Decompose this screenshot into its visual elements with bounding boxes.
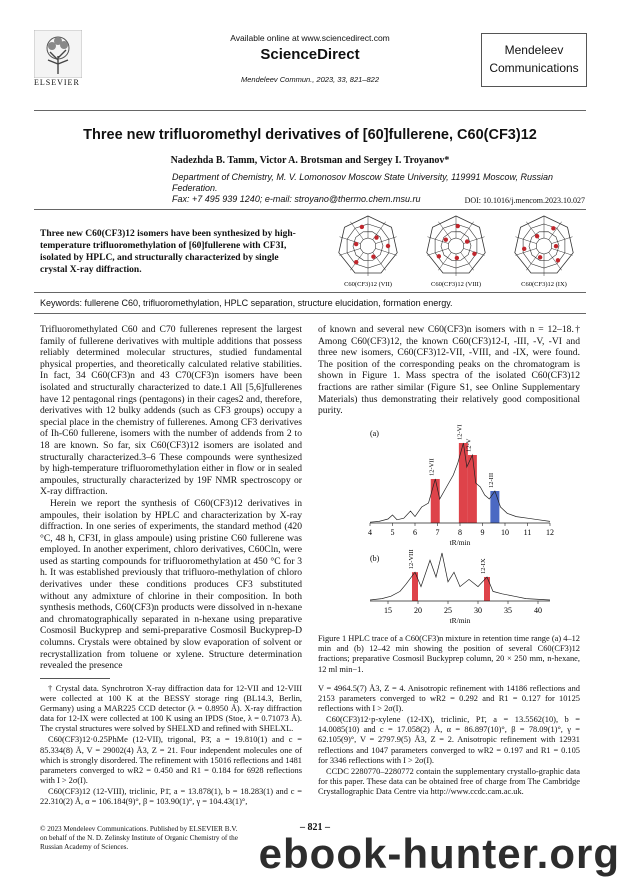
x-tick-label: 4 bbox=[368, 528, 372, 537]
hplc-chart bbox=[360, 423, 560, 633]
x-tick-label: 25 bbox=[444, 606, 452, 615]
cf3-addend-icon bbox=[437, 254, 441, 258]
peak-fraction bbox=[431, 479, 440, 523]
body-paragraph-2: Herein we report the synthesis of C60(CF3)12 derivatives in ampoules, their isolation by HPLC and characterization by X-ray diffraction. In one series of experiments, the standard method (420 °C, 48 h, CF3I, in glass ampoule) using pristine C60 fullerene was employed. In another experiment, chloro derivatives, C60Cln, were used as starting compounds for trifluoromethylation at 450 °C for 3 h. It was established previously that trifluoro-methylation of chloro derivatives under these conditions produces CF3 substituted without any admixture of chlorine in their composition. In both synthesis methods, C60(CF3)n products were dissolved in n-hexane and chromatographically separated in n-hexane using preparative Cosmosil Buckyprep and semi-preparative Cosmosil Buckyprep-D columns. Crystals were obtained by slow evaporation of solvent or recrystallization from toluene or xylene. Structure determination revealed the presence bbox=[40, 497, 302, 672]
abstract-bottom-rule bbox=[34, 292, 586, 293]
x-axis-label: tR/min bbox=[449, 538, 471, 547]
x-tick-label: 11 bbox=[523, 528, 532, 537]
peak-label: 12-VI bbox=[456, 424, 464, 440]
peak-label: 12-III bbox=[487, 472, 495, 488]
peak-fraction bbox=[484, 577, 490, 601]
publisher-logo-text: ELSEVIER bbox=[34, 78, 80, 87]
cf3-addend-icon bbox=[374, 235, 378, 239]
cf3-addend-icon bbox=[371, 254, 375, 258]
copyright-line1: © 2023 Mendeleev Communications. Published by ELSEVIER B.V. bbox=[40, 825, 238, 833]
x-tick-label: 6 bbox=[413, 528, 417, 537]
keywords-rule bbox=[34, 313, 586, 314]
x-tick-label: 40 bbox=[534, 606, 542, 615]
sciencedirect-brand: ScienceDirect bbox=[260, 46, 360, 63]
article-title bbox=[0, 127, 620, 143]
x-tick-label: 5 bbox=[390, 528, 395, 537]
cf3-addend-icon bbox=[538, 255, 542, 259]
affiliation-line2: Fax: +7 495 939 1240; e-mail: stroyano@thermo.chem.msu.ru bbox=[172, 194, 421, 204]
graphic-label: C60(CF3)12 (IX) bbox=[521, 281, 567, 288]
keywords: Keywords: fullerene C60, trifluoromethylation, HPLC separation, structure elucidation, formation energy. bbox=[40, 298, 453, 308]
header-rule bbox=[34, 110, 586, 111]
footnote-12-viii-cont: V = 4964.5(7) Å3, Z = 4. Anisotropic refinement with 14186 reflections and 2153 parameters converged to wR2 = 0.292 and R1 = 0.127 for 10125 reflections with I > 2σ(I). bbox=[318, 684, 580, 714]
schlegel-diagrams bbox=[325, 213, 587, 289]
figure-1 bbox=[360, 423, 560, 633]
peak-label: 12-VIII bbox=[408, 549, 415, 570]
x-tick-label: 30 bbox=[474, 606, 482, 615]
footnote-crystal-data: † Crystal data. Synchrotron X-ray diffraction data for 12-VII and 12-VIII were collected at 100 K at the BESSY storage ring (BL14.3, Berlin, Germany) using a MAR225 CCD detector (λ = 0.8950 Å). X-ray diffraction data for 12-IX were collected at 100 K using an IPDS (Stoe, λ = 0.71073 Å). The crystal structures were solved by SHELXD and refined with SHELXL. bbox=[40, 684, 302, 734]
cf3-addend-icon bbox=[386, 244, 390, 248]
schlegel-diagram bbox=[515, 216, 573, 276]
schlegel-diagram bbox=[427, 216, 485, 276]
cf3-addend-icon bbox=[354, 242, 358, 246]
cf3-addend-icon bbox=[354, 260, 358, 264]
peak-fraction bbox=[468, 455, 477, 523]
body-left-column bbox=[40, 324, 302, 672]
footnote-right bbox=[318, 684, 580, 798]
cf3-addend-icon bbox=[360, 225, 364, 229]
page-number: – 821 – bbox=[300, 822, 330, 833]
x-tick-label: 10 bbox=[501, 528, 509, 537]
cf3-addend-icon bbox=[465, 239, 469, 243]
watermark: ebook-hunter.org bbox=[258, 830, 620, 877]
cf3-addend-icon bbox=[522, 247, 526, 251]
x-tick-label: 35 bbox=[504, 606, 512, 615]
footnote-left bbox=[40, 684, 302, 808]
peak-label: 12-IX bbox=[480, 558, 487, 574]
article-title-text: Three new trifluoromethyl derivatives of [60]fullerene, C60(CF3)12 bbox=[83, 127, 537, 143]
panel-label: (b) bbox=[370, 554, 380, 563]
journal-name-line2: Communications bbox=[489, 61, 579, 75]
footnote-12-vii: C60(CF3)12·0.25PhMe (12-VII), trigonal, P3̄, a = 19.810(1) and c = 85.334(8) Å, V = 29002(4) Å3, Z = 21. Four independent molecules one of which is strongly disordered. The refinement with 15016 reflections and 1481 parameters converged to wR2 = 0.450 and R1 = 0.184 for 6928 reflections with I > 2σ(I). bbox=[40, 735, 302, 785]
cf3-addend-icon bbox=[472, 252, 476, 256]
hplc-trace bbox=[370, 553, 550, 600]
peak-label: 12-V bbox=[465, 438, 473, 452]
peak-label: 12-VII bbox=[428, 458, 436, 476]
graphic-label: C60(CF3)12 (VIII) bbox=[430, 281, 482, 288]
copyright-line2: on behalf of the N. D. Zelinsky Institute of Organic Chemistry of the bbox=[40, 834, 238, 842]
journal-name-line1: Mendeleev bbox=[504, 43, 564, 57]
cf3-addend-icon bbox=[444, 237, 448, 241]
x-tick-label: 15 bbox=[384, 606, 392, 615]
x-tick-label: 7 bbox=[435, 528, 440, 537]
graphical-abstract bbox=[325, 213, 587, 289]
body-right-column bbox=[318, 324, 580, 417]
cf3-addend-icon bbox=[554, 244, 558, 248]
affiliation-line1: Department of Chemistry, M. V. Lomonosov Moscow State University, 119991 Moscow, Russian Federation. bbox=[172, 172, 553, 193]
body-paragraph-1: Trifluoromethylated C60 and C70 fullerenes represent the largest family of fullerene derivatives with multiple additions that possess reliably determined molecular structures, studied fundamental physical properties, and theoretically calculated relative stabilities. In fact, 34 C60(CF3)n and 43 C70(CF3)n isomers have been isolated and structurally characterized to date.1 All [5,6]fullerenes have 12 pentagonal rings (pentagons) in their cages2 and, therefore, derivatives with 12 bulky addends (such as CF3 groups) occupy a special place in the chemistry of fullerenes. Among CF3 derivatives of Ih-C60 fullerene, isomers with the number of addends from 2 to 18 are known. So far, six C60(CF3)12 isomers are isolated and structurally characterized.3–6 These compounds were synthesized by high-temperature trifluoromethylation either in flow or in sealed ampoules, structurally characterized by 19F NMR spectroscopy or X-ray diffraction. bbox=[40, 324, 302, 498]
x-tick-label: 8 bbox=[458, 528, 462, 537]
abstract-top-rule bbox=[34, 209, 586, 210]
authors: Nadezhda B. Tamm, Victor A. Brotsman and Sergey I. Troyanov* bbox=[170, 155, 450, 166]
footnote-12-viii: C60(CF3)12 (12-VIII), triclinic, P1̄, a = 13.878(1), b = 18.283(1) and c = 22.310(2) Å, α = 106.184(9)°, β = 103.90(1)°, γ = 104.43(1)°, bbox=[40, 786, 302, 807]
body-paragraph-3: of known and several new C60(CF3)n isomers with n = 12–18.† Among C60(CF3)12, the known C60(CF3)12-I, -III, -V, -VI and three new isomers, C60(CF3)12-VII, -VIII, and -IX, were found. The position of the corresponding peaks on the chromatogram is shown in Figure 1. Mass spectra of the isolated C60(CF3)12 fractions are rather similar (Figure S1, see Online Supplementary Materials) thus demonstrating their relatively good compositional purity. bbox=[318, 324, 580, 417]
x-tick-label: 20 bbox=[414, 606, 422, 615]
x-tick-label: 9 bbox=[480, 528, 485, 537]
journal-box bbox=[481, 33, 587, 87]
cf3-addend-icon bbox=[455, 256, 459, 260]
footnote-rule bbox=[40, 678, 110, 679]
citation: Mendeleev Commun., 2023, 33, 821–822 bbox=[240, 75, 379, 84]
doi: DOI: 10.1016/j.mencom.2023.10.027 bbox=[464, 196, 585, 205]
footnote-12-ix: C60(CF3)12·p-xylene (12-IX), triclinic, P1̄, a = 13.5562(10), b = 14.0085(10) and c = 17.058(2) Å, α = 86.897(10)°, β = 78.09(1)°, γ = 62.105(9)°, V = 2797.9(5) Å3, Z = 2. Anisotropic refinement with 12931 reflections and 1047 parameters converged to wR2 = 0.197 and R1 = 0.105 for 3346 reflections with I > 2σ(I). bbox=[318, 715, 580, 765]
copyright-line3: Russian Academy of Sciences. bbox=[40, 843, 129, 851]
abstract: Three new C60(CF3)12 isomers have been synthesized by high-temperature trifluoromethylation of [60]fullerene with CF3I, isolated by HPLC, and structurally characterized by single crystal X-ray diffraction. bbox=[40, 229, 296, 275]
available-online: Available online at www.sciencedirect.com bbox=[230, 33, 390, 43]
x-tick-label: 12 bbox=[546, 528, 554, 537]
footnote-ccdc: CCDC 2280770–2280772 contain the supplementary crystallo-graphic data for this paper. These data can be obtained free of charge from The Cambridge Crystallographic Data Centre via http://www.ccdc.cam.ac.uk. bbox=[318, 766, 580, 796]
graphic-label: C60(CF3)12 (VII) bbox=[344, 281, 392, 288]
figure-1-caption: Figure 1 HPLC trace of a C60(CF3)n mixture in retention time range (a) 4–12 min and (b) 12–42 min showing the position of several C60(CF3)12 fractions; preparative Cosmosil Buckyprep column, 20 × 250 mm, n-hexane, 12 ml min−1. bbox=[318, 634, 580, 674]
cf3-addend-icon bbox=[551, 226, 555, 230]
cf3-addend-icon bbox=[556, 258, 560, 262]
cf3-addend-icon bbox=[456, 224, 460, 228]
panel-label: (a) bbox=[370, 429, 379, 438]
x-axis-label: tR/min bbox=[449, 616, 471, 625]
cf3-addend-icon bbox=[535, 234, 539, 238]
schlegel-diagram bbox=[339, 216, 397, 276]
